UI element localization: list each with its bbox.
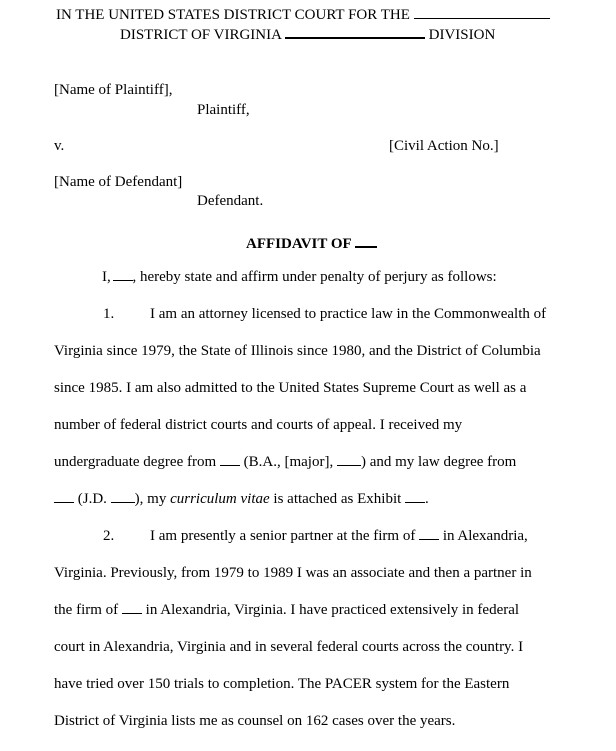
line-text: . bbox=[425, 491, 429, 507]
affidavit-title-text: AFFIDAVIT OF bbox=[246, 236, 352, 252]
paragraph-2-line-6: District of Virginia lists me as counsel on 162 cases over the years. bbox=[54, 713, 456, 729]
affidavit-title bbox=[246, 234, 377, 253]
line-text: ), my bbox=[134, 491, 167, 507]
line-text: I am an attorney licensed to practice law in the Commonwealth of bbox=[150, 306, 547, 322]
versus: v. bbox=[54, 138, 65, 154]
district-heading bbox=[120, 25, 495, 44]
line-text: ) and my law degree from bbox=[360, 454, 517, 470]
line-text: (J.D. bbox=[77, 491, 107, 507]
intro-line bbox=[102, 268, 497, 286]
paragraph-2-line-4: court in Alexandria, Virginia and in several federal courts across the country. I bbox=[54, 639, 524, 655]
paragraph-1-number: 1. bbox=[103, 306, 115, 322]
division-blank[interactable] bbox=[285, 25, 425, 39]
line-text: the firm of bbox=[54, 602, 119, 618]
defendant-name: [Name of Defendant] bbox=[54, 174, 183, 190]
line-text: undergraduate degree from bbox=[54, 454, 217, 470]
district-line-text: DISTRICT OF VIRGINIA bbox=[120, 27, 282, 43]
paragraph-1-line-3: since 1985. I am also admitted to the United States Supreme Court as well as a bbox=[54, 380, 527, 396]
paragraph-2-line-3 bbox=[54, 601, 519, 619]
law-school-blank[interactable] bbox=[54, 490, 74, 503]
court-district-blank[interactable] bbox=[414, 6, 550, 19]
paragraph-2-line-2: Virginia. Previously, from 1979 to 1989 I was an associate and then a partner in bbox=[54, 565, 532, 581]
intro-pre: I, bbox=[102, 269, 111, 285]
plaintiff-name: [Name of Plaintiff], bbox=[54, 82, 173, 98]
previous-firm-blank[interactable] bbox=[122, 601, 142, 614]
court-heading bbox=[56, 6, 550, 24]
paragraph-2-line-1 bbox=[103, 527, 528, 545]
paragraph-2-number: 2. bbox=[103, 528, 115, 544]
line-text: (B.A., [major], bbox=[243, 454, 334, 470]
current-firm-blank[interactable] bbox=[419, 527, 439, 540]
paragraph-1-line-4: number of federal district courts and courts of appeal. I received my bbox=[54, 417, 463, 433]
paragraph-1-line-2: Virginia since 1979, the State of Illinois since 1980, and the District of Columbia bbox=[54, 343, 541, 359]
line-text: is attached as Exhibit bbox=[273, 491, 402, 507]
defendant-role: Defendant. bbox=[197, 193, 264, 209]
intro-post: , hereby state and affirm under penalty of perjury as follows: bbox=[132, 269, 497, 285]
plaintiff-role: Plaintiff, bbox=[197, 102, 250, 118]
paragraph-1-line-5 bbox=[54, 453, 516, 471]
jd-year-blank[interactable] bbox=[111, 490, 135, 503]
intro-name-blank[interactable] bbox=[113, 268, 133, 281]
civil-action-number: [Civil Action No.] bbox=[389, 138, 499, 154]
undergrad-school-blank[interactable] bbox=[220, 453, 240, 466]
division-label: DIVISION bbox=[428, 27, 496, 43]
court-line-text: IN THE UNITED STATES DISTRICT COURT FOR THE bbox=[56, 7, 410, 23]
paragraph-1-line-1 bbox=[103, 305, 546, 323]
curriculum-vitae-text: curriculum vitae bbox=[170, 491, 270, 507]
undergrad-year-blank[interactable] bbox=[337, 453, 361, 466]
line-text: I am presently a senior partner at the firm of bbox=[150, 528, 416, 544]
paragraph-1-line-6 bbox=[54, 490, 429, 508]
paragraph-2-line-5: have tried over 150 trials to completion. The PACER system for the Eastern bbox=[54, 676, 510, 692]
line-text: in Alexandria, bbox=[442, 528, 528, 544]
exhibit-blank[interactable] bbox=[405, 490, 425, 503]
affiant-name-blank[interactable] bbox=[355, 234, 377, 248]
line-text: in Alexandria, Virginia. I have practiced extensively in federal bbox=[145, 602, 520, 618]
